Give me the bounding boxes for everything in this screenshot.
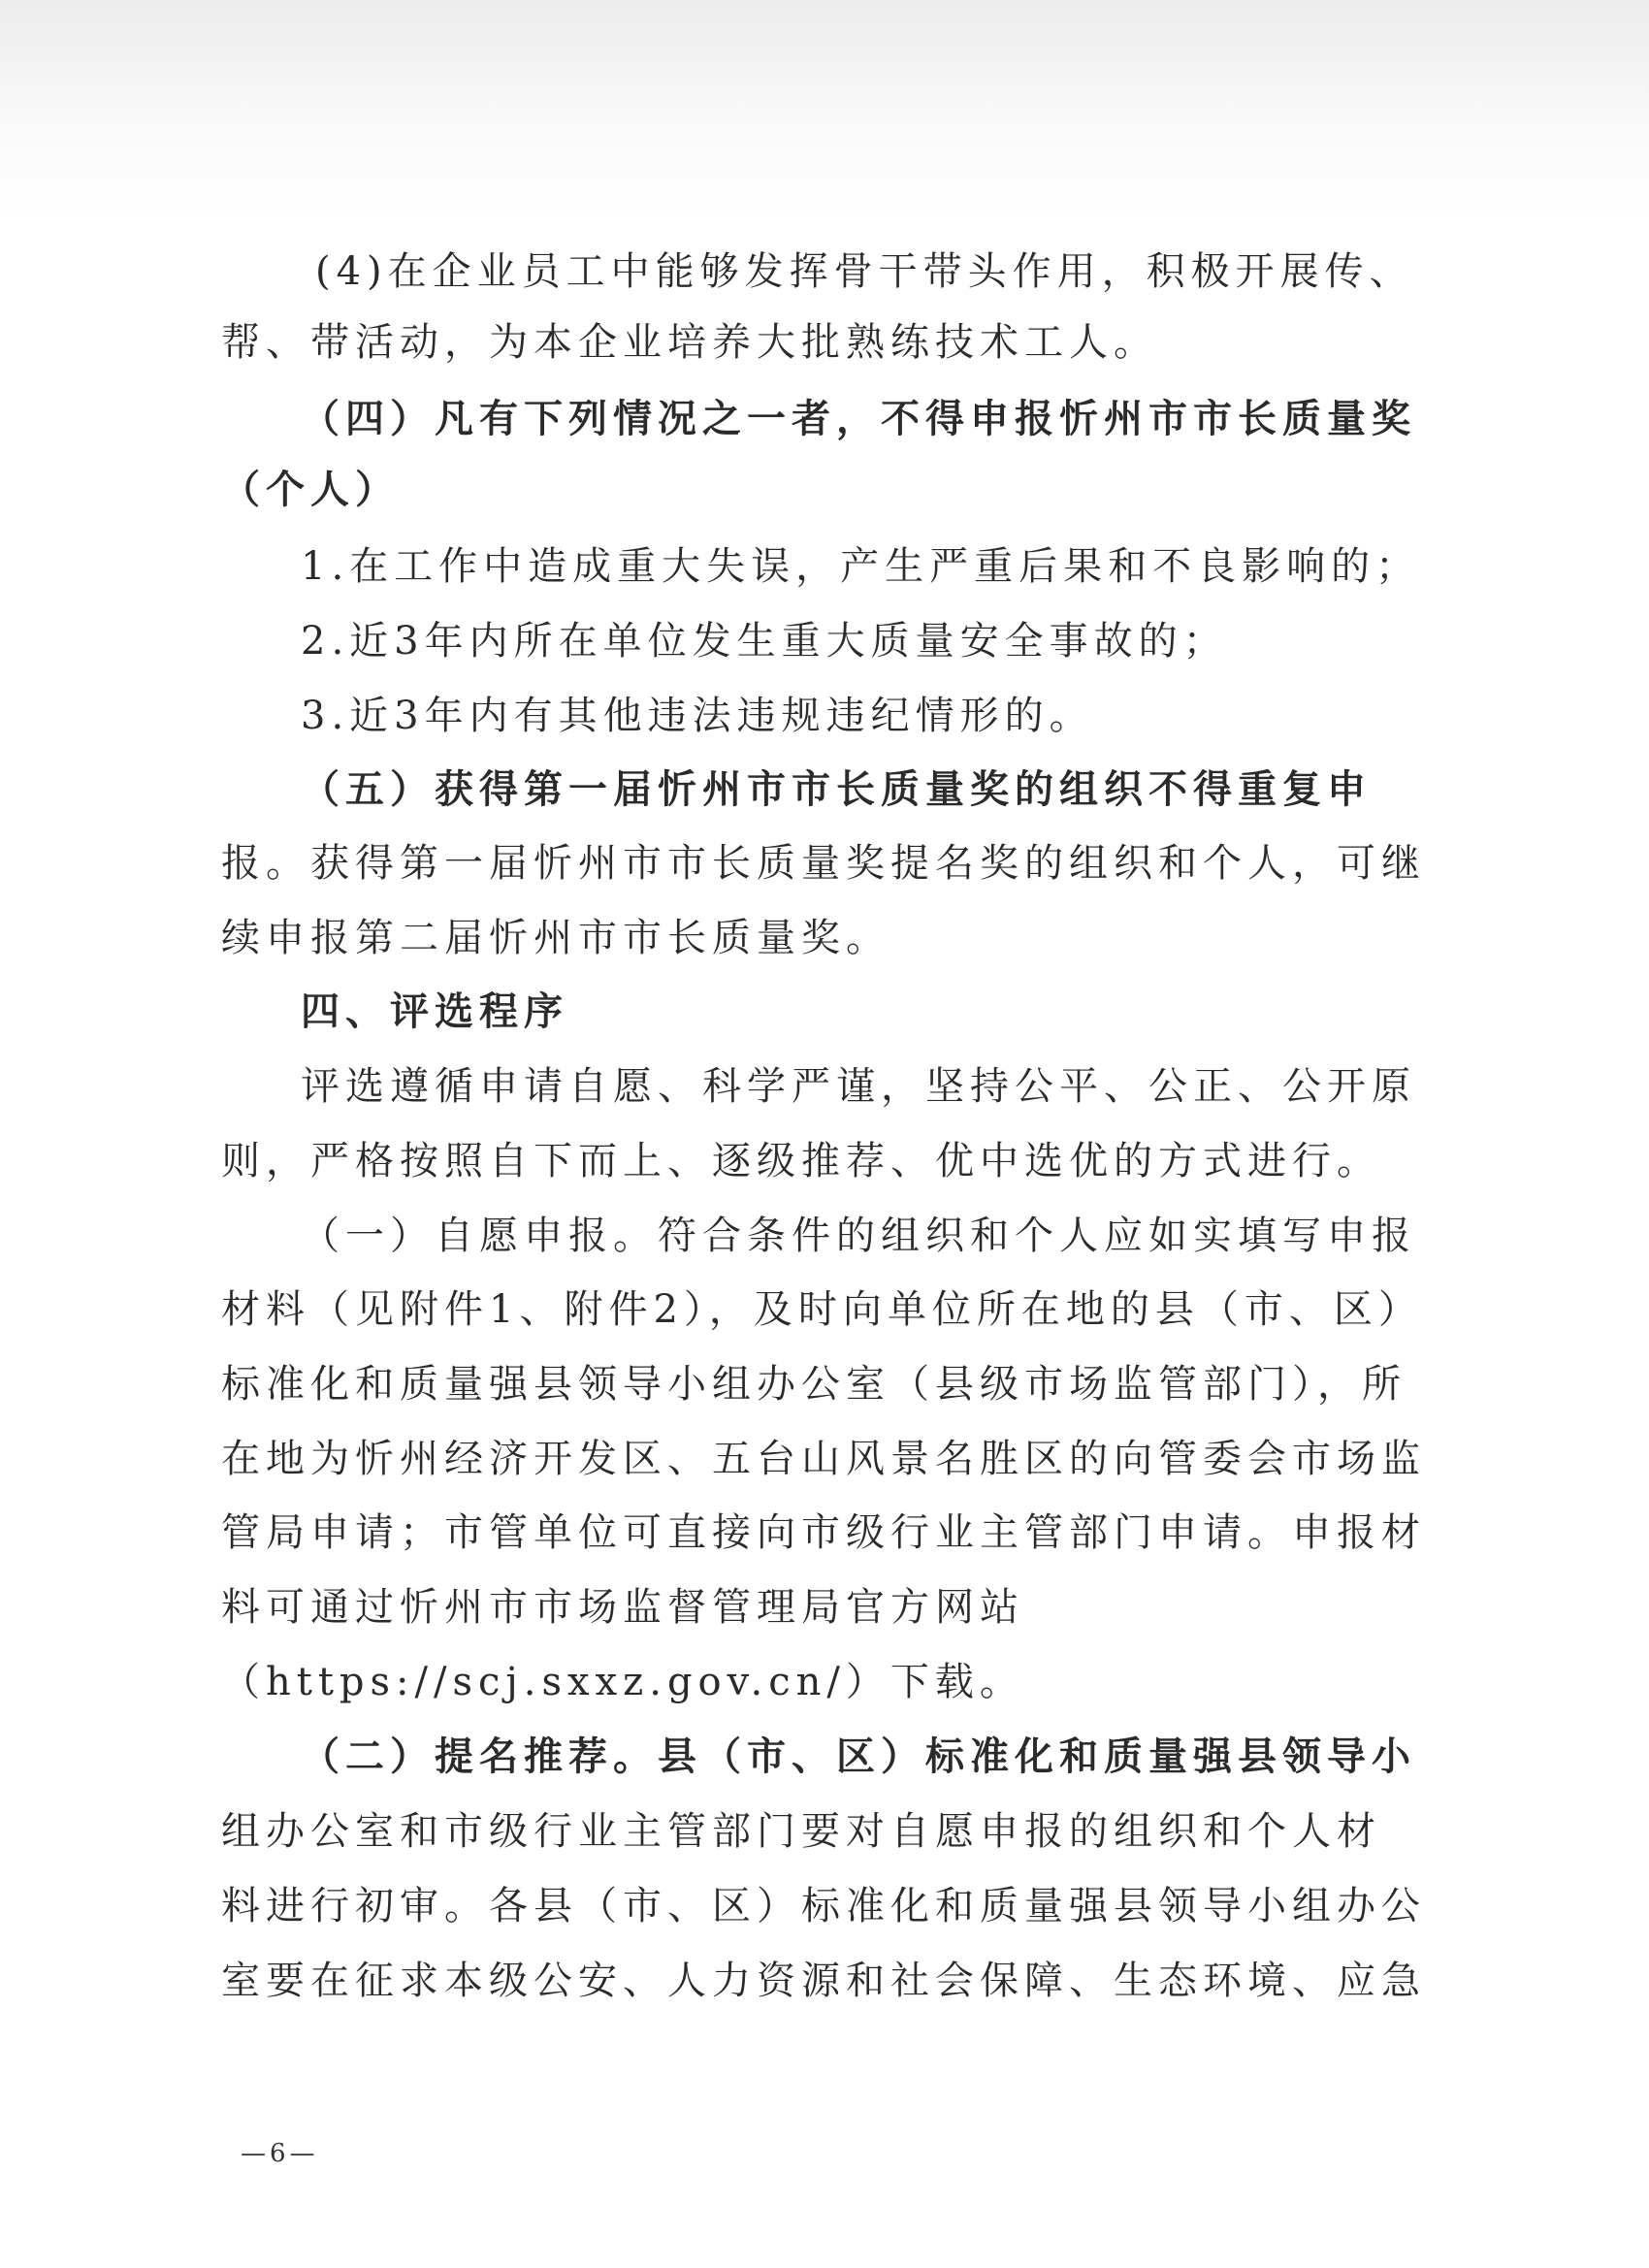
text-line: 料可通过忻州市市场监督管理局官方网站 bbox=[221, 1585, 1024, 1630]
text-line: 则，严格按照自下而上、逐级推荐、优中选优的方式进行。 bbox=[221, 1139, 1381, 1183]
text-line: 标准化和质量强县领导小组办公室（县级市场监管部门），所 bbox=[221, 1362, 1406, 1407]
url-line: （https://scj.sxxz.gov.cn/）下载。 bbox=[221, 1660, 1024, 1704]
list-item: 2.近3年内所在单位发生重大质量安全事故的； bbox=[301, 619, 1228, 664]
text-line: 料进行初审。各县（市、区）标准化和质量强县领导小组办公 bbox=[221, 1884, 1426, 1928]
text-line: 评选遵循申请自愿、科学严谨，坚持公平、公正、公开原 bbox=[301, 1064, 1416, 1109]
text-line: 组办公室和市级行业主管部门要对自愿申报的组织和个人材 bbox=[221, 1809, 1381, 1854]
list-item: 1.在工作中造成重大失误，产生严重后果和不良影响的； bbox=[301, 544, 1421, 589]
text-line: 材料（见附件1、附件2），及时向单位所在地的县（市、区） bbox=[221, 1287, 1423, 1332]
page-number: —6— bbox=[241, 2139, 319, 2168]
list-item: 3.近3年内有其他违法违规违纪情形的。 bbox=[301, 694, 1094, 738]
text-line: 帮、带活动，为本企业培养大批熟练技术工人。 bbox=[221, 320, 1158, 365]
text-line: 在地为忻州经济开发区、五台山风景名胜区的向管委会市场监 bbox=[221, 1437, 1426, 1481]
section-heading: （四）凡有下列情况之一者，不得申报忻州市市长质量奖 bbox=[301, 396, 1416, 441]
section-heading-continued: （个人） bbox=[221, 467, 400, 512]
chapter-heading: 四、评选程序 bbox=[301, 988, 568, 1034]
text-line: 报。获得第一届忻州市市长质量奖提名奖的组织和个人，可继 bbox=[221, 841, 1426, 886]
text-line: （一）自愿申报。符合条件的组织和个人应如实填写申报 bbox=[301, 1214, 1416, 1258]
section-heading: （五）获得第一届忻州市市长质量奖的组织不得重复申 bbox=[301, 766, 1372, 812]
text-line: 管局申请；市管单位可直接向市级行业主管部门申请。申报材 bbox=[221, 1510, 1426, 1555]
text-line: 室要在征求本级公安、人力资源和社会保障、生态环境、应急 bbox=[221, 1959, 1426, 2003]
text-line: 续申报第二届忻州市市长质量奖。 bbox=[221, 916, 890, 960]
section-heading: （二）提名推荐。县（市、区）标准化和质量强县领导小 bbox=[301, 1733, 1416, 1779]
text-line: (4)在企业员工中能够发挥骨干带头作用，积极开展传、 bbox=[315, 249, 1414, 294]
